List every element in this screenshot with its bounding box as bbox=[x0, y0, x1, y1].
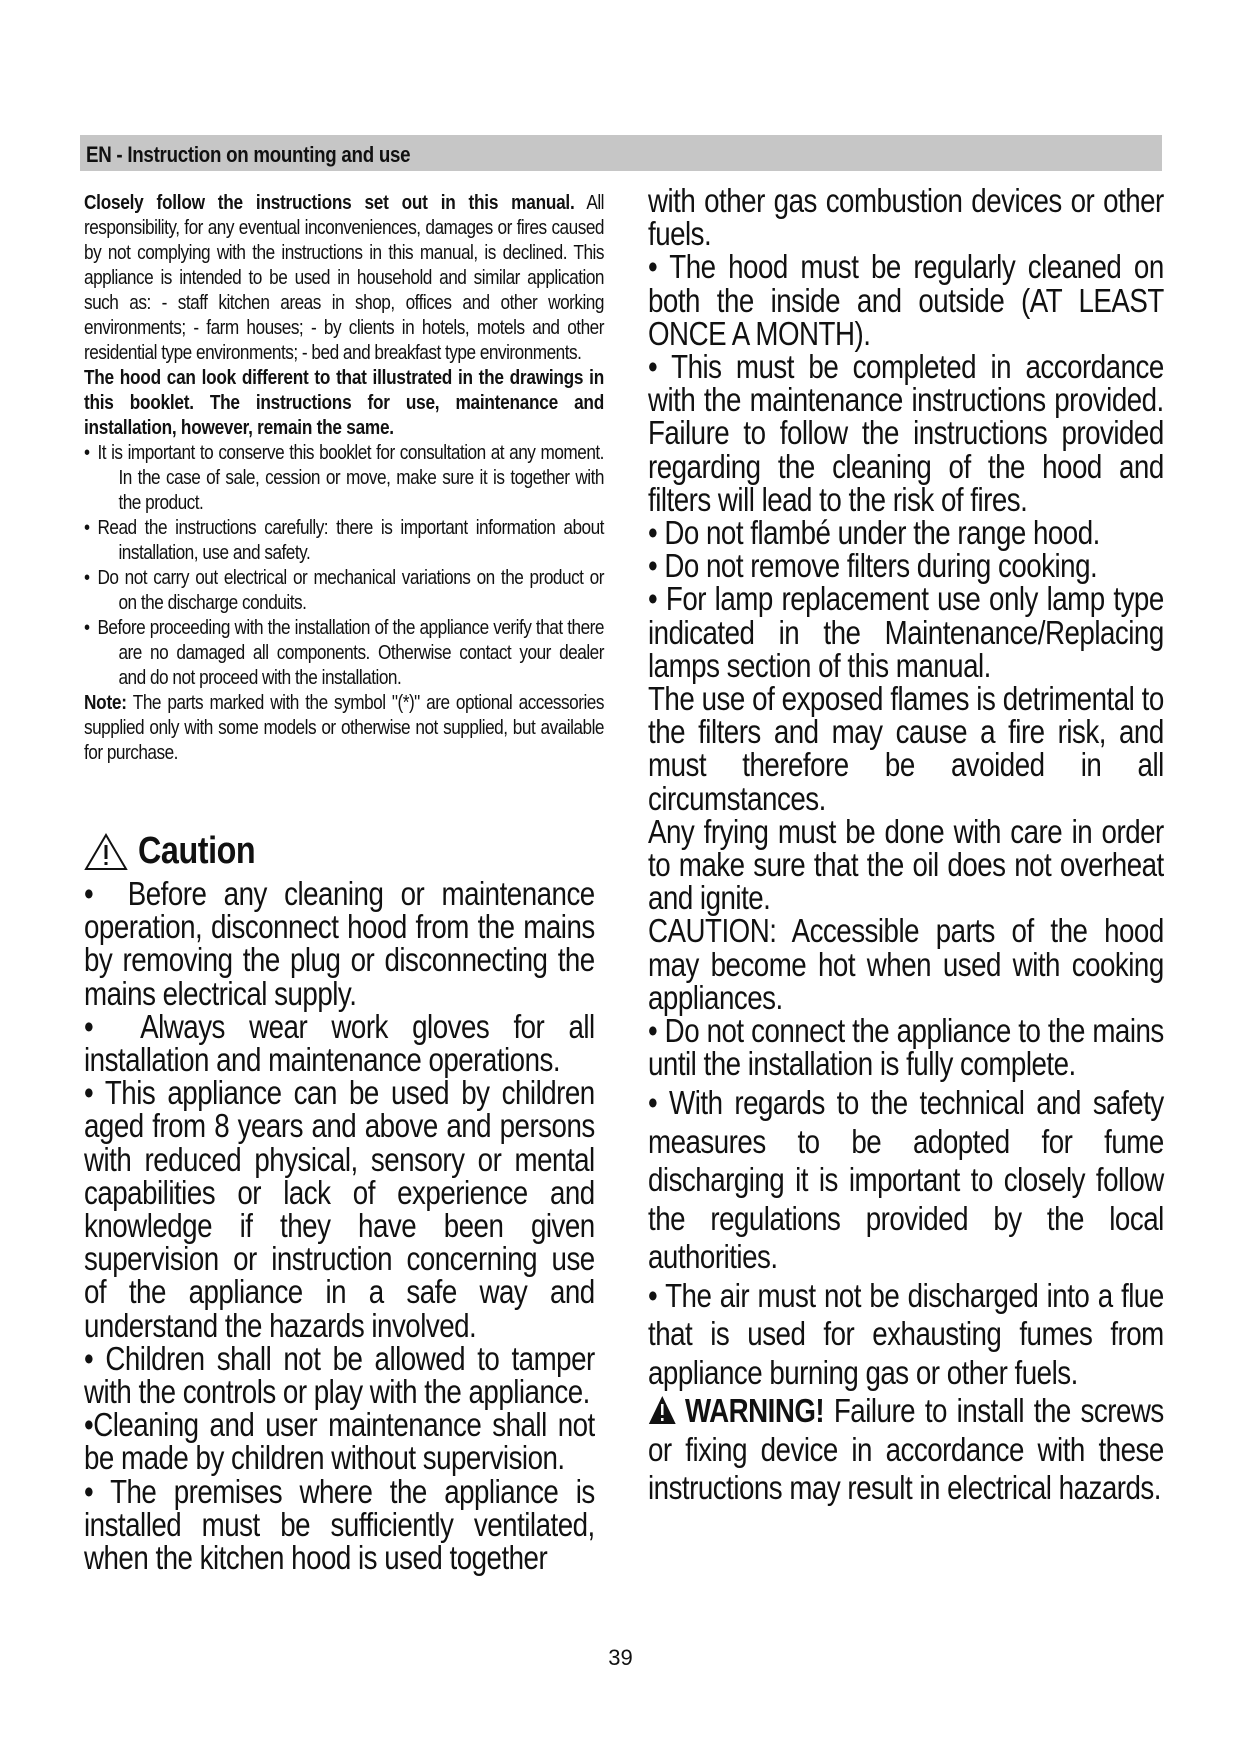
intro-bullet: • Do not carry out electrical or mechanical variations on the product or on the discharge conduits. bbox=[84, 566, 604, 614]
right-item: • Do not flambé under the range hood. bbox=[648, 514, 1100, 552]
intro-bullet: • It is important to conserve this booklet for consultation at any moment. In the case of sale, cession or move, make sure it is together with the product. bbox=[84, 441, 604, 514]
caution-item: • This appliance can be used by children aged from 8 years and above and persons with reduced physical, sensory or mental capabilities or lack of experience and knowledge if they have been given supervision or instruction concerning use of the appliance in a safe way and understand the hazards involved. bbox=[84, 1074, 595, 1344]
section-header bbox=[80, 135, 1162, 171]
intro-bullet: • Before proceeding with the installation of the appliance verify that there are no damaged all components. Otherwise contact your dealer and do not proceed with the installation. bbox=[84, 616, 604, 689]
caution-heading bbox=[84, 830, 692, 873]
right-item: The use of exposed flames is detrimental to the filters and may cause a fire risk, and must therefore be avoided in all circumstances. bbox=[648, 680, 1164, 817]
caution-triangle-icon bbox=[84, 833, 128, 871]
right-item: • The hood must be regularly cleaned on both the inside and outside (AT LEAST ONCE A MONTH). bbox=[648, 248, 1164, 352]
caution-item: • Before any cleaning or maintenance operation, disconnect hood from the mains by removing the plug or disconnecting the mains electrical supply. bbox=[84, 875, 595, 1012]
right-text-block bbox=[648, 184, 1164, 1508]
intro-paragraph bbox=[84, 190, 604, 365]
left-column bbox=[84, 190, 604, 1577]
right-item: Any frying must be done with care in order to make sure that the oil does not overheat and ignite. bbox=[648, 812, 1164, 917]
right-item: • This must be completed in accordance with the maintenance instructions provided. Failure to follow the instructions provided regarding the cleaning of the hood and filters will lead to the risk of fires. bbox=[648, 348, 1164, 518]
page-number: 39 bbox=[608, 1645, 633, 1670]
caution-item: • Always wear work gloves for all installation and maintenance operations. bbox=[84, 1007, 595, 1079]
caution-list bbox=[84, 875, 595, 1577]
warning-text: Failure to install the screws or fixing device in accordance with these instructions may result in electrical hazards. bbox=[648, 1392, 1164, 1507]
intro-note bbox=[84, 690, 604, 765]
intro-bullet-list bbox=[84, 440, 604, 690]
section-title: EN - Instruction on mounting and use bbox=[86, 142, 411, 167]
right-item: CAUTION: Accessible parts of the hood may become hot when used with cooking appliances. bbox=[648, 912, 1164, 1016]
right-item: • With regards to the technical and safety measures to be adopted for fume discharging it is important to closely follow the regulations provided by the local authorities. bbox=[648, 1084, 1164, 1276]
caution-section bbox=[84, 830, 692, 1577]
intro-lead-bold: Closely follow the instructions set out in this manual. bbox=[84, 191, 575, 214]
right-item: • For lamp replacement use only lamp type indicated in the Maintenance/Replacing lamps section of this manual. bbox=[648, 580, 1164, 684]
right-item: • Do not remove filters during cooking. bbox=[648, 547, 1098, 585]
right-column bbox=[648, 184, 1163, 1508]
right-item: • Do not connect the appliance to the mains until the installation is fully complete. bbox=[648, 1012, 1164, 1083]
intro-lead-rest: All responsibility, for any eventual inconveniences, damages or fires caused by not complying with the instructions in this manual, is declined. This appliance is intended to be used in household and similar application such as: - staff kitchen areas in shop, offices and other working environments; - farm houses; - by clients in hotels, motels and other residential type environments; - bed and breakfast type environments. bbox=[84, 191, 604, 364]
warning-triangle-icon bbox=[648, 1395, 677, 1425]
caution-item: • Children shall not be allowed to tamper with the controls or play with the appliance. bbox=[84, 1339, 595, 1411]
caution-item: •Cleaning and user maintenance shall not be made by children without supervision. bbox=[84, 1406, 595, 1477]
intro-bold-note: The hood can look different to that illustrated in the drawings in this booklet. The instructions for use, maintenance and installation, however, remain the same. bbox=[84, 366, 604, 439]
intro-block bbox=[84, 190, 604, 765]
note-label: Note: bbox=[84, 691, 127, 714]
continuation-text: with other gas combustion devices or other fuels. bbox=[648, 182, 1164, 253]
note-text: The parts marked with the symbol "(*)" are optional accessories supplied only with some models or otherwise not supplied, but available for purchase. bbox=[84, 691, 604, 764]
caution-item: • The premises where the appliance is installed must be sufficiently ventilated, when the kitchen hood is used together bbox=[84, 1472, 595, 1577]
warning-paragraph bbox=[648, 1392, 1164, 1508]
caution-title: Caution bbox=[138, 830, 256, 872]
intro-bullet: • Read the instructions carefully: there is important information about installation, use and safety. bbox=[84, 516, 604, 564]
warning-label: WARNING! bbox=[684, 1392, 825, 1430]
right-item: • The air must not be discharged into a flue that is used for exhausting fumes from appliance burning gas or other fuels. bbox=[648, 1276, 1164, 1391]
